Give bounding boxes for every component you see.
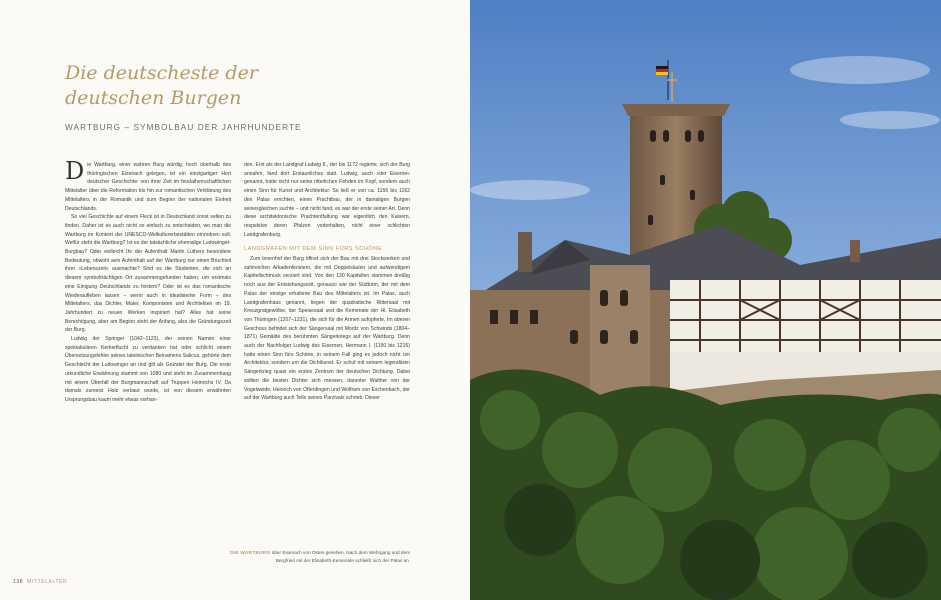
text-column-2	[244, 161, 410, 403]
paragraph-1-text: ie Wartburg, einer wahren Burg würdig, hoch oberhalb des thüringischen Eisenach gelegen, ist ein einzigartiger Hort deutscher Geschichte: von ihrer Zeit im feudalherrschaftlichen Mittelalter über die Reformation bis hin zur romantischen Verklärung des Mittelalters in der Romantik und zum Beginn der nationalen Einheit Deutschlands.	[65, 162, 231, 212]
page-number: 138	[13, 579, 24, 585]
page-footer	[13, 579, 67, 585]
running-section: MITTELALTER	[27, 579, 68, 585]
paragraph-4: den. Erst als der Landgraf Ludwig II., der bis 1172 regierte, sich der Burg annahm, fand dort Erstaunliches statt. Ludwig, auch »der Eiserne« genannt, hatte nicht nur seine ritterlichen Fehden im Kopf, sondern auch einen Sinn für Kunst und Architektur. So ließ er von ca. 1156 bis 1162 den Palas errichten, einen Prachtbau, der in damaligen Burgen seinesgleichen suchte – und nicht fand, es war der erste seiner Art. Denn diese architektonische Prachtentfaltung war eigentlich den Kaisern, respektive deren Pfalzen vorbehalten, nicht einer schlichten Landgrafenburg.	[244, 162, 410, 238]
drop-cap: D	[65, 157, 85, 185]
section-heading: LANDGRAFEN MIT DEM SINN FÜRS SCHÖNE	[244, 246, 382, 253]
chapter-subtitle: WARTBURG – SYMBOLBAU DER JAHRHUNDERTE	[65, 123, 302, 132]
wartburg-photo	[470, 0, 941, 600]
title-line-1: Die deutscheste der	[65, 62, 258, 84]
title-line-2: deutschen Burgen	[65, 87, 242, 109]
paragraph-2: So viel Geschichte auf einem Fleck ist in Deutschland sonst selten zu finden. Daher ist es auch nicht so einfach zu entscheiden, wo man die Wartburg im Kontext der UNESCO-Welkulturerbestätten einordnen soll. Welfür steht die Wartburg? Ist es der tatsächliche ehemalige Ludowinger-Burgbau? Oder vielleicht Ihr der Aufenthalt Martin Luthers besondere Bedeutung, obwohl sein Aufenthalt auf der Wartburg nur einen Bruchteil ihrer »Lebenszeit« ausmachte? Sind es die Studenten, die sich an diesem symbolträchtigen Ort zusammengefunden haben, um erstmals eine Einigung Deutschlands zu fordern? Oder ist es das romantische Wiederaufleben lassen – wenn auch in idealisierter Form – des Mittelalters, das Dichter, Maler, Komponisten und Architekten im 19. Jahrhundert zu neuen Werken inspiriert hat? Alles hat seine Berechtigung, aber am Beginn steht der Anfang, also die Gründungszeit der Burg.	[65, 214, 231, 334]
paragraph-5: Zum Innenhof der Burg öffnet sich der Bau mit drei Stockwerken und zahlreichen Arkadenfenstern, die mit Doppelsäulen und aufwendigem Kapitellschmuck verziert sind. Von den 130 Kapitellen stammen dreißig noch aus der Entstehungszeit, genauso wie der Südturm, der mit dem Palas der einzige erhaltene Bau des Mittelalters ist. Im Palas, auch Landgrafenhaus genannt, liegen der quadratische Rittersaal mit Kreuzgratgewölbe, der Speisesaal und die Kemenate der Hl. Elisabeth von Thüringen (1207–1231), die sich für die Armen aufopferte. Im oberen Geschoss befindet sich der Sängersaal mit Moritz von Schwinds (1804–1871) Gemälde des berühmten Sängerkriegs auf der Wartburg. Denn auch der Nachfolger Ludwig des Eisernen, Hermann I. (1190 bis 1216) hatte einen Sinn fürs Schöne, in seinem Fall ging es jedoch nicht um Architektur, sondern um die Dichtkunst. Er schuf mit seinem legendären Sängerkrieg quasi ein erstes Zentrum der deutschen Dichtung. Dabei sollten die besten Dichter sich messen, darunter Walther von der Vogelweide, Heinrich von Ofterdingen und Wolfram von Eschenbach, der auf der Wartburg auch Teile seines Parzivals schrieb. Dieser	[244, 256, 410, 402]
chapter-title	[65, 61, 365, 111]
caption-text-2: Bergfried mit der Elisabeth-Kemenate schließt sich der Palas an.	[275, 558, 410, 563]
caption-line-1	[200, 549, 410, 557]
paragraph-3: Ludwig der Springer (1042–1123), der seinen Namen einer spektakulären Kerkerflucht zu verdanken hat oder schlicht einem Übersetzungsfehler seines lateinischen Beinamens Salicus, gehörte dem Geschlecht der Ludowinger an und gilt als Gründer der Burg. Die erste urkundliche Erwähnung stammt von 1080 und steht im Zusammenhang mit einem Überfall der Burgmannschaft auf Truppen Heinrichs IV. Da damals zumeist Holz verbaut wurde, ist von diesem erwähnten Ursprungsbau kaum mehr etwas vorhan-	[65, 336, 231, 403]
text-column-1	[65, 157, 231, 405]
foliage	[470, 369, 941, 600]
caption-lead: DIE WARTBURG	[230, 550, 271, 555]
paragraph-1	[65, 157, 231, 213]
photo-page	[470, 0, 941, 600]
caption-text-1: über Eisenach von Osten gesehen. Nach dem Wehrgang und dem	[271, 550, 410, 555]
photo-caption	[200, 549, 410, 565]
left-page	[0, 0, 470, 600]
